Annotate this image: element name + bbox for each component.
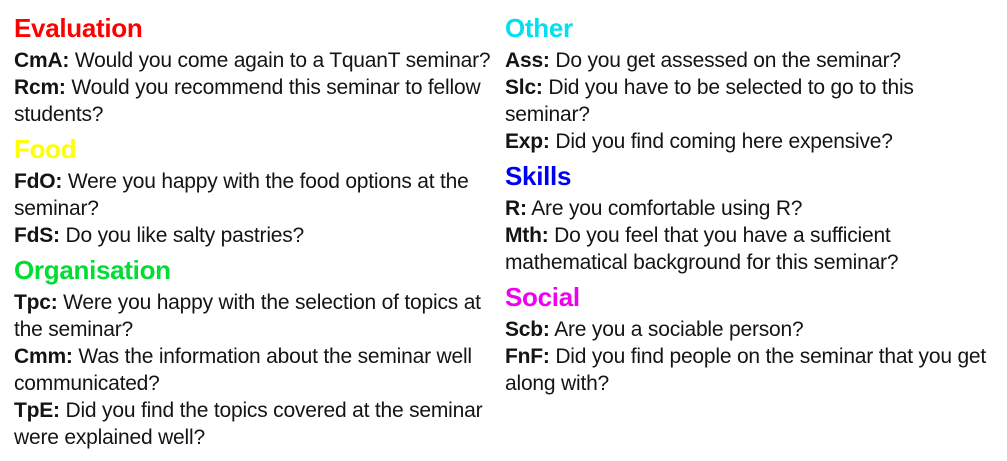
- question-text: Are you comfortable using R?: [531, 197, 803, 220]
- question-abbr: Cmm:: [14, 345, 73, 368]
- question-abbr: Ass:: [505, 49, 550, 72]
- question-item: [505, 222, 995, 276]
- question-abbr: Slc:: [505, 76, 543, 99]
- question-item: [14, 343, 504, 397]
- question-abbr: FdO:: [14, 170, 63, 193]
- question-item: [14, 222, 504, 249]
- question-item: [505, 47, 995, 74]
- question-item: [505, 128, 995, 155]
- question-abbr: FnF:: [505, 345, 550, 368]
- section-social: [505, 281, 995, 397]
- question-text: Were you happy with the selection of topics at the seminar?: [14, 291, 481, 341]
- section-title-other: Other: [505, 13, 573, 43]
- section-other: [505, 12, 995, 155]
- question-text: Would you come again to a TquanT seminar?: [74, 49, 491, 72]
- question-text: Were you happy with the food options at the seminar?: [14, 170, 469, 220]
- question-text: Did you have to be selected to go to this seminar?: [505, 76, 914, 126]
- question-text: Do you feel that you have a sufficient mathematical background for this seminar?: [505, 224, 899, 274]
- question-abbr: Exp:: [505, 130, 550, 153]
- question-text: Do you get assessed on the seminar?: [555, 49, 901, 72]
- question-abbr: TpE:: [14, 399, 60, 422]
- section-evaluation: [14, 12, 504, 128]
- question-item: [505, 195, 995, 222]
- question-item: [14, 168, 504, 222]
- question-item: [14, 74, 504, 128]
- question-text: Did you find coming here expensive?: [555, 130, 893, 153]
- question-text: Did you find the topics covered at the seminar were explained well?: [14, 399, 483, 449]
- question-abbr: Tpc:: [14, 291, 58, 314]
- section-title-organisation: Organisation: [14, 255, 171, 285]
- question-abbr: Scb:: [505, 318, 550, 341]
- question-item: [14, 289, 504, 343]
- section-title-skills: Skills: [505, 161, 572, 191]
- question-text: Was the information about the seminar well communicated?: [14, 345, 472, 395]
- question-text: Do you like salty pastries?: [65, 224, 305, 247]
- section-food: [14, 133, 504, 249]
- question-text: Would you recommend this seminar to fellow students?: [14, 76, 481, 126]
- question-abbr: Mth:: [505, 224, 549, 247]
- question-text: Did you find people on the seminar that you get along with?: [505, 345, 987, 395]
- left-column: [14, 0, 504, 451]
- question-item: [14, 397, 504, 451]
- question-text: Are you a sociable person?: [554, 318, 804, 341]
- question-abbr: FdS:: [14, 224, 60, 247]
- question-item: [505, 74, 995, 128]
- question-abbr: R:: [505, 197, 527, 220]
- right-column: [505, 0, 995, 397]
- section-skills: [505, 160, 995, 276]
- section-organisation: [14, 254, 504, 451]
- question-item: [14, 47, 504, 74]
- question-abbr: CmA:: [14, 49, 70, 72]
- question-item: [505, 316, 995, 343]
- section-title-evaluation: Evaluation: [14, 13, 143, 43]
- question-abbr: Rcm:: [14, 76, 66, 99]
- section-title-social: Social: [505, 282, 580, 312]
- section-title-food: Food: [14, 134, 77, 164]
- question-item: [505, 343, 995, 397]
